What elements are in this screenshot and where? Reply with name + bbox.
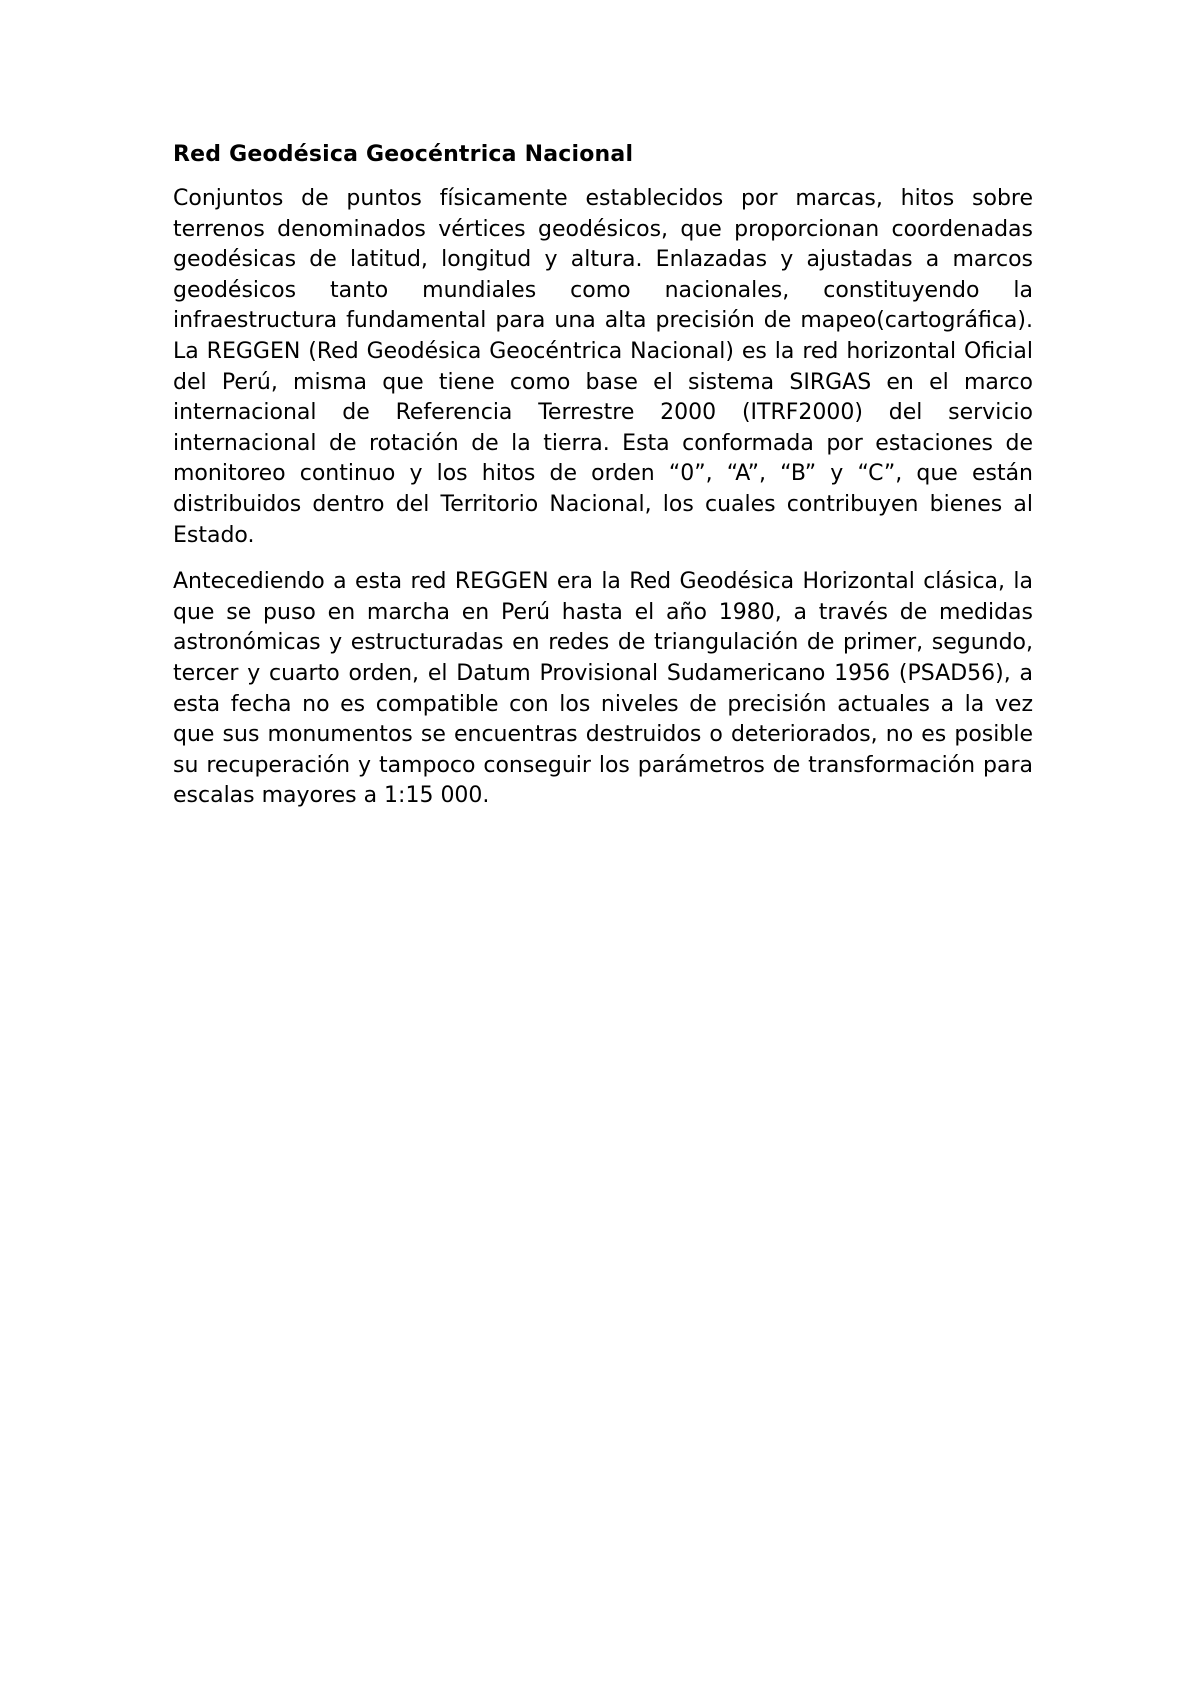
paragraph-reggen-definition: Conjuntos de puntos físicamente establecidos por marcas, hitos sobre terrenos denominados vértices geodésicos, que proporcionan coordenadas geodésicas de latitud, longitud y altura. Enlazadas y ajustadas a marcos geodésicos tanto mundiales como nacionales, constituyendo la infraestructura fundamental para una alta precisión de mapeo(cartográfica). La REGGEN (Red Geodésica Geocéntrica Nacional) es la red horizontal Oficial del Perú, misma que tiene como base el sistema SIRGAS en el marco internacional de Referencia Terrestre 2000 (ITRF2000) del servicio internacional de rotación de la tierra. Esta conformada por estaciones de monitoreo continuo y los hitos de orden “0”, “A”, “B” y “C”, que están distribuidos dentro del Territorio Nacional, los cuales contribuyen bienes al Estado. (173, 186, 1033, 548)
document-page (173, 140, 1033, 828)
document-title: Red Geodésica Geocéntrica Nacional (173, 142, 634, 167)
paragraph-psad56-history: Antecediendo a esta red REGGEN era la Red Geodésica Horizontal clásica, la que se puso en marcha en Perú hasta el año 1980, a través de medidas astronómicas y estructuradas en redes de triangulación de primer, segundo, tercer y cuarto orden, el Datum Provisional Sudamericano 1956 (PSAD56), a esta fecha no es compatible con los niveles de precisión actuales a la vez que sus monumentos se encuentras destruidos o deteriorados, no es posible su recuperación y tampoco conseguir los parámetros de transformación para escalas mayores a 1:15 000. (173, 569, 1033, 809)
